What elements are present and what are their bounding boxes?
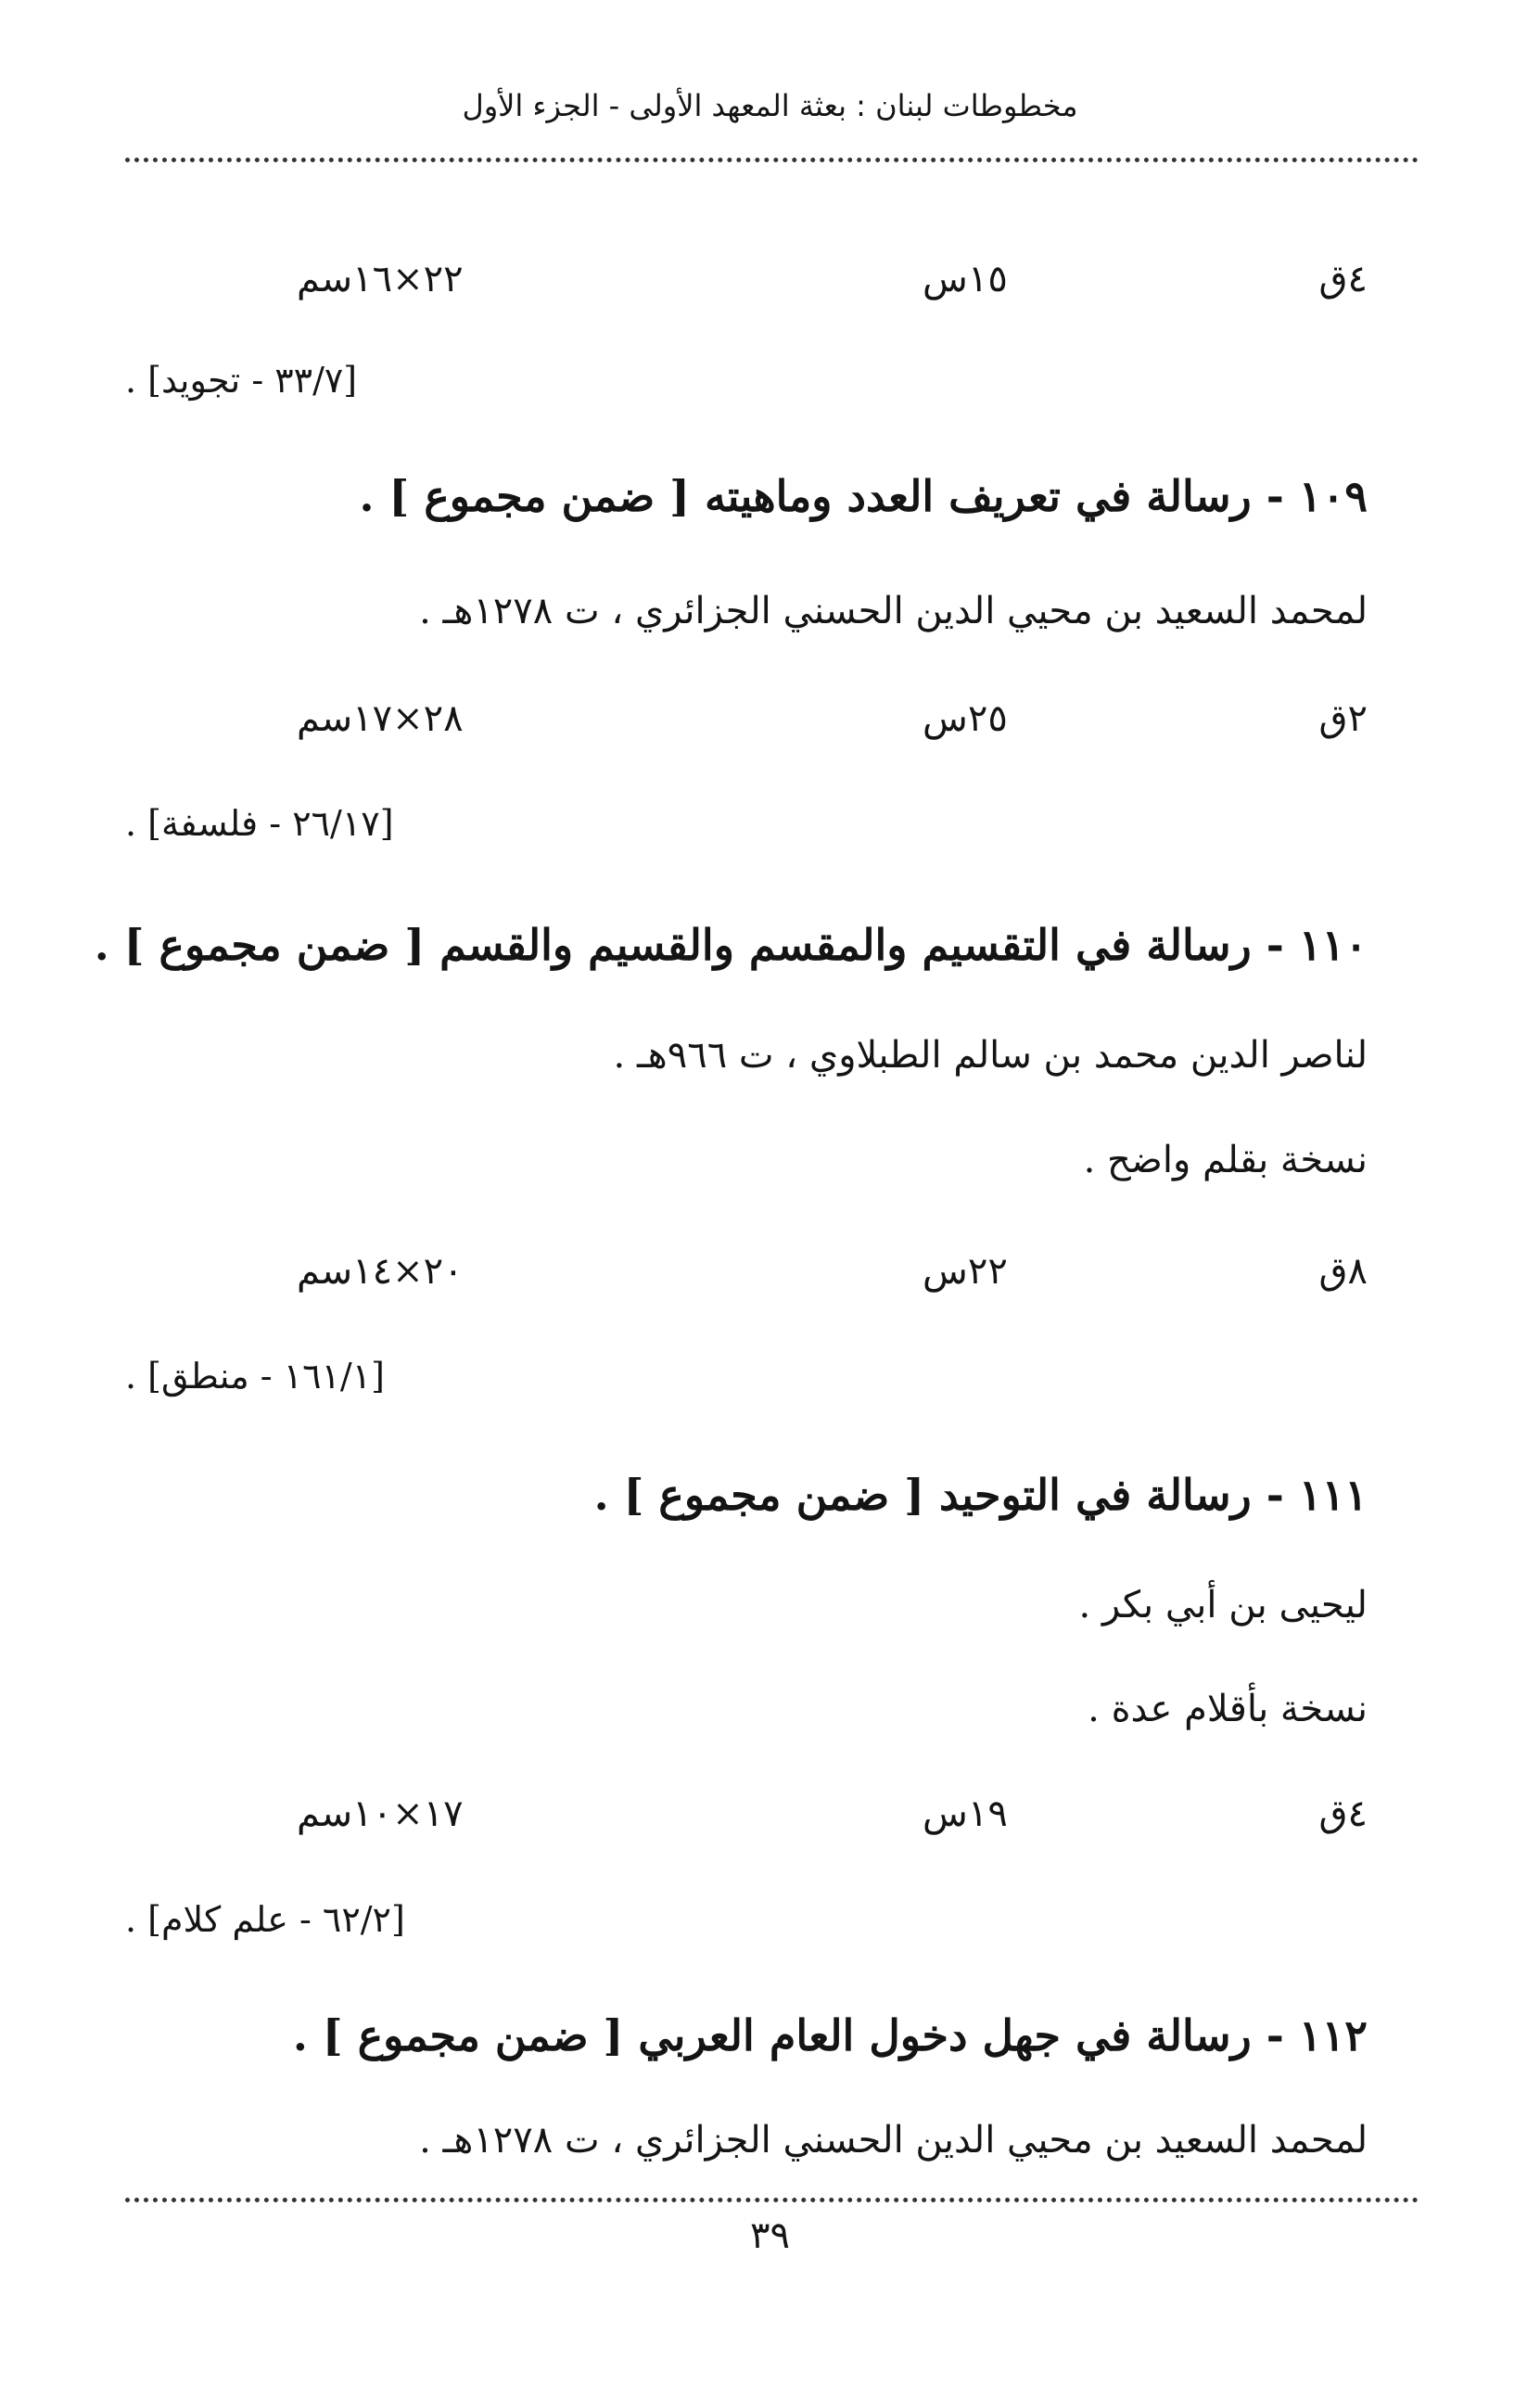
footer-rule — [125, 2198, 1419, 2202]
entry-author: ليحيى بن أبي بكر . — [1078, 1584, 1368, 1626]
entry-physical — [125, 697, 1419, 753]
leaves-count: ٤ق — [1318, 258, 1368, 300]
leaves-count: ٢ق — [1318, 697, 1368, 740]
page-size: ٢٠×١٤سم — [297, 1250, 464, 1293]
entry-title: ١٠٩ - رسالة في تعريف العدد وماهيته [ ضمن مجموع ] . — [359, 471, 1368, 521]
header-rule — [125, 158, 1419, 162]
entry-title: ١١١ - رسالة في التوحيد [ ضمن مجموع ] . — [593, 1470, 1368, 1520]
entry-note: نسخة بأقلام عدة . — [1088, 1688, 1368, 1730]
prev-entry-physical — [125, 258, 1419, 313]
lines-count: ١٩س — [923, 1792, 1008, 1835]
entry-physical — [125, 1250, 1419, 1306]
classmark: [٢٦/١٧ - فلسفة] . — [125, 803, 394, 844]
entry-title: ١١٢ - رسالة في جهل دخول العام العربي [ ضمن مجموع ] . — [292, 2010, 1368, 2060]
entry-author: لمحمد السعيد بن محيي الدين الحسني الجزائري ، ت ١٢٧٨هـ . — [419, 2119, 1368, 2162]
classmark: [٦٢/٢ - علم كلام] . — [125, 1899, 405, 1940]
lines-count: ٢٥س — [923, 697, 1008, 740]
running-header: مخطوطات لبنان : بعثة المعهد الأولى - الجزء الأول — [462, 88, 1078, 123]
lines-count: ١٥س — [923, 258, 1008, 300]
entry-note: نسخة بقلم واضح . — [1083, 1139, 1368, 1181]
leaves-count: ٨ق — [1318, 1250, 1368, 1293]
entry-physical — [125, 1792, 1419, 1848]
page-number: ٣٩ — [750, 2214, 790, 2257]
classmark: [١٦١/١ - منطق] . — [125, 1356, 385, 1397]
entry-title: ١١٠ - رسالة في التقسيم والمقسم والقسيم والقسم [ ضمن مجموع ] . — [94, 920, 1368, 970]
classmark: [٣٣/٧ - تجويد] . — [125, 360, 358, 401]
lines-count: ٢٢س — [923, 1250, 1008, 1293]
page-size: ٢٨×١٧سم — [297, 697, 464, 740]
page-size: ١٧×١٠سم — [297, 1792, 464, 1835]
leaves-count: ٤ق — [1318, 1792, 1368, 1835]
entry-author: لناصر الدين محمد بن سالم الطبلاوي ، ت ٩٦٦هـ . — [613, 1034, 1368, 1077]
entry-author: لمحمد السعيد بن محيي الدين الحسني الجزائري ، ت ١٢٧٨هـ . — [419, 590, 1368, 632]
page-size: ٢٢×١٦سم — [297, 258, 464, 300]
